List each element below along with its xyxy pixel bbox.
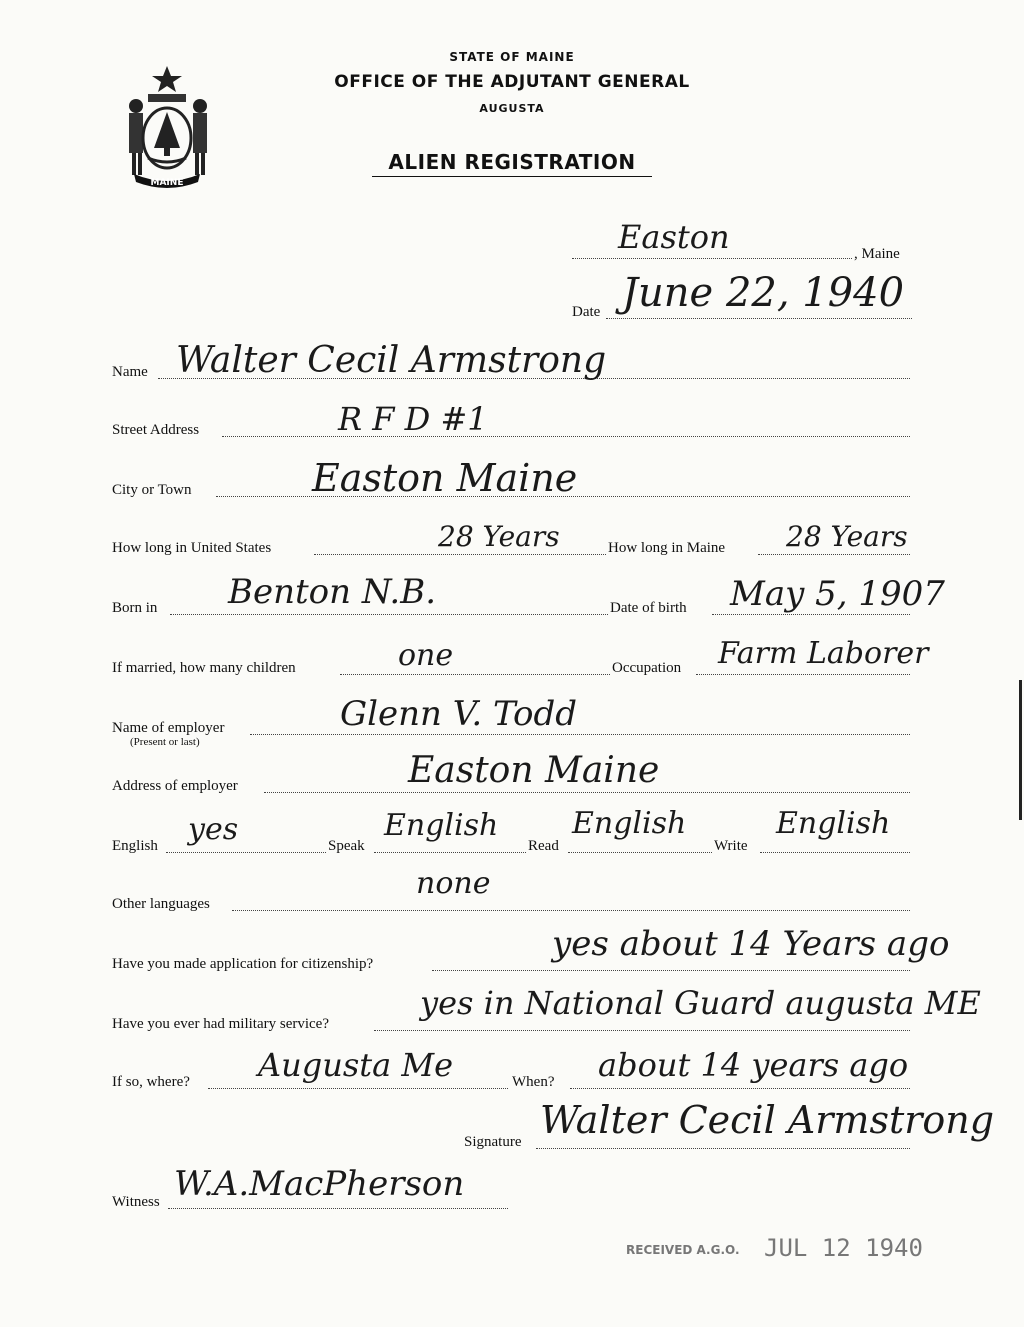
witness-line (168, 1208, 508, 1209)
how-long-maine-line (758, 554, 910, 555)
name-value: Walter Cecil Armstrong (176, 340, 607, 381)
witness-value: W.A.MacPherson (174, 1164, 465, 1204)
english-line (166, 852, 326, 853)
how-long-us-label: How long in United States (112, 540, 272, 556)
military-value: yes in National Guard augusta ME (420, 984, 981, 1022)
employer-address-value: Easton Maine (408, 750, 660, 791)
other-languages-line (232, 910, 910, 911)
citizenship-value: yes about 14 Years ago (552, 924, 950, 964)
signature-value: Walter Cecil Armstrong (540, 1098, 995, 1142)
date-line (606, 318, 912, 319)
employer-value: Glenn V. Todd (340, 694, 578, 734)
street-value: R F D #1 (338, 400, 488, 438)
witness-label: Witness (112, 1194, 160, 1210)
how-long-us-line (314, 554, 606, 555)
street-line (222, 436, 910, 437)
office-heading: OFFICE OF THE ADJUTANT GENERAL (334, 72, 690, 92)
speak-label: Speak (328, 838, 365, 854)
seal-text: MAINE (150, 178, 184, 188)
citizenship-line (432, 970, 910, 971)
write-value: English (776, 806, 891, 841)
where-label: If so, where? (112, 1074, 190, 1090)
citizenship-label: Have you made application for citizenship? (112, 956, 374, 972)
read-label: Read (528, 838, 559, 854)
dob-label: Date of birth (610, 600, 687, 616)
when-line (570, 1088, 910, 1089)
received-stamp-date: JUL 12 1940 (764, 1234, 923, 1262)
english-value: yes (188, 812, 239, 847)
other-languages-value: none (416, 866, 491, 901)
how-long-maine-value: 28 Years (786, 520, 908, 553)
occupation-label: Occupation (612, 660, 682, 676)
signature-label: Signature (464, 1134, 522, 1150)
how-long-us-value: 28 Years (438, 520, 560, 553)
dob-value: May 5, 1907 (730, 574, 945, 614)
where-line (208, 1088, 508, 1089)
when-value: about 14 years ago (598, 1046, 909, 1084)
city-value: Easton Maine (312, 456, 578, 500)
occupation-line (696, 674, 910, 675)
other-languages-label: Other languages (112, 896, 210, 912)
when-label: When? (512, 1074, 555, 1090)
children-label: If married, how many children (112, 660, 296, 676)
born-in-value: Benton N.B. (228, 572, 437, 612)
received-stamp-label: RECEIVED A.G.O. (626, 1243, 740, 1257)
dob-line (712, 614, 910, 615)
city-label: City or Town (112, 482, 192, 498)
street-label: Street Address (112, 422, 200, 438)
speak-line (374, 852, 526, 853)
date-value: June 22, 1940 (622, 270, 905, 316)
read-line (568, 852, 712, 853)
born-in-line (170, 614, 608, 615)
town-line (572, 258, 852, 259)
where-value: Augusta Me (258, 1046, 454, 1084)
speak-value: English (384, 808, 499, 843)
born-in-label: Born in (112, 600, 158, 616)
english-label: English (112, 838, 158, 854)
employer-sublabel: (Present or last) (130, 736, 200, 748)
write-label: Write (714, 838, 748, 854)
military-label: Have you ever had military service? (112, 1016, 329, 1032)
occupation-value: Farm Laborer (718, 636, 929, 671)
town-suffix: , Maine (854, 246, 900, 262)
title-underline (372, 176, 652, 177)
town-value: Easton (618, 218, 730, 256)
date-label: Date (572, 304, 601, 320)
employer-address-line (264, 792, 910, 793)
how-long-maine-label: How long in Maine (608, 540, 726, 556)
write-line (760, 852, 910, 853)
scan-edge (1019, 680, 1022, 820)
employer-line (250, 734, 910, 735)
children-line (340, 674, 610, 675)
state-heading: STATE OF MAINE (449, 50, 575, 64)
name-label: Name (112, 364, 148, 380)
read-value: English (572, 806, 687, 841)
employer-label: Name of employer (112, 720, 225, 736)
employer-address-label: Address of employer (112, 778, 238, 794)
signature-line (536, 1148, 910, 1149)
city-heading: AUGUSTA (479, 102, 545, 115)
military-line (374, 1030, 910, 1031)
form-title: ALIEN REGISTRATION (388, 150, 636, 174)
children-value: one (398, 638, 454, 673)
